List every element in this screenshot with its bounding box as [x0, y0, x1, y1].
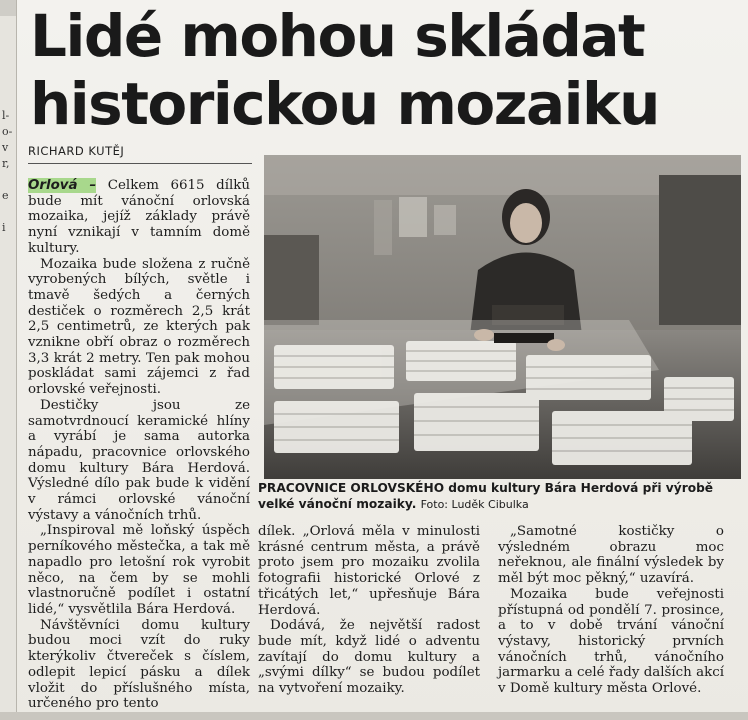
paragraph-9: Mozaika bude veřejnosti přístupná od pondělí 7. prosince, a to v době trvání vánoční výstavy, historický prvních vánočních trhů, vánočního jarmarku a celé řady dalších akcí v Domě kultury města Orlové.	[498, 586, 724, 697]
article-headline	[30, 2, 730, 138]
photo-mosaic-workshop	[264, 155, 741, 479]
photo-credit: Foto: Luděk Cibulka	[420, 498, 529, 511]
dateline: Orlová –	[28, 178, 97, 193]
paragraph-4: „Inspiroval mě loňský úspěch perníkového městečka, a tak mě napadlo pro letošní rok vyrobit něco, na čem by se mohli vlastnoručně podílet i ostatní lidé,“ vysvětlila Bára Herdová.	[28, 523, 250, 617]
column-2	[258, 524, 480, 697]
paragraph-8: „Samotné kostičky o výsledném obrazu moc neřeknou, ale finální výsledek by měl být moc pěkný,“ uzavírá.	[498, 524, 724, 587]
paragraph-6: dílek. „Orlová měla v minulosti krásné centrum města, a právě proto jsem pro mozaiku zvolila fotografii historické Orlové z třicátých let,“ upřesňuje Bára Herdová.	[258, 524, 480, 618]
adjacent-article-strip	[0, 0, 17, 720]
byline-rule	[28, 163, 252, 164]
photo-caption	[258, 480, 742, 513]
byline: RICHARD KUTĚJ	[28, 144, 125, 158]
column-3	[498, 524, 724, 697]
headline-line-1: Lidé mohou skládat	[30, 2, 645, 70]
page-corner-mark	[0, 0, 16, 16]
paragraph-7: Dodává, že největší radost bude mít, když lidé o adventu zavítají do domu kultury a „svými dílky“ se budou podílet na vytvoření mozaiky.	[258, 618, 480, 697]
page-bottom-edge	[0, 712, 748, 720]
paragraph-5: Návštěvníci domu kultury budou moci vzít do ruky kterýkoliv čtvereček s číslem, odlepit lepicí pásku a dílek vložit do příslušného místa, určeného pro tento	[28, 617, 250, 712]
paragraph-2: Mozaika bude složena z ručně vyrobených bílých, světle i tmavě šedých a černých destiček o rozměrech 2,5 krát 2,5 centimetrů, ze kterých pak vznikne obří obraz o rozměrech 3,3 krát 2 metry. Ten pak mohou poskládat sami zájemci z řad orlovské veřejnosti.	[28, 256, 250, 398]
adjacent-article-fragments: l- o- v r, e i	[2, 109, 13, 234]
paragraph-3: Destičky jsou ze samotvrdnoucí keramické hlíny a vyrábí je sama autorka nápadu, pracovnice orlovského domu kultury Bára Herdová. Výsledné dílo pak bude k vidění v rámci orlovské vánoční výstavy a vánočních trhů.	[28, 397, 250, 523]
column-1	[28, 178, 250, 712]
caption-text: PRACOVNICE ORLOVSKÉHO domu kultury Bára Herdová při výrobě velké vánoční mozaiky.	[258, 481, 714, 511]
headline-line-2: historickou mozaiku	[30, 70, 659, 138]
article-photo	[264, 155, 741, 479]
paragraph-1	[28, 178, 250, 257]
paragraph-1-text: Celkem 6615 dílků bude mít vánoční orlovská mozaika, jejíž základy právě nyní vznikají v tamním domě kultury.	[28, 178, 250, 256]
